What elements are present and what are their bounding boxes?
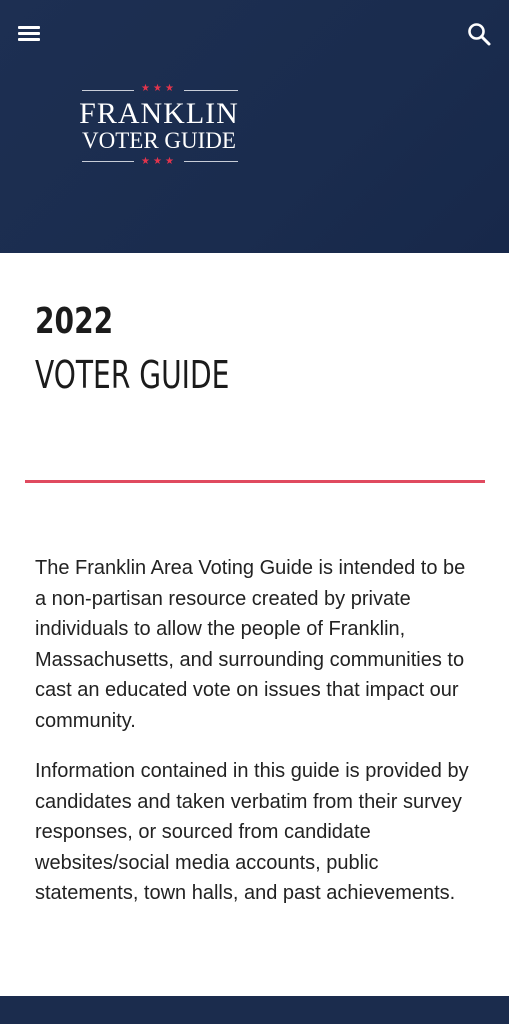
info-paragraph: Information contained in this guide is provided by candidates and taken verbatim from their survey responses, or sourced from candidate websites/social media accounts, public statements, town halls, and past achievements.: [35, 760, 469, 905]
section-divider: [25, 480, 485, 483]
intro-paragraph: The Franklin Area Voting Guide is intended to be a non-partisan resource created by private individuals to allow the people of Franklin, Massachusetts, and surrounding communities to cast an educated vote on issues that impact our community.: [35, 557, 466, 732]
page-title-year: 2022: [35, 301, 114, 342]
logo-rule: [82, 90, 134, 91]
franklin-voter-guide-logo[interactable]: [76, 84, 242, 168]
logo-line-franklin: FRANKLIN: [79, 97, 239, 130]
logo-rule: [184, 90, 238, 91]
footer-band: [0, 996, 509, 1024]
hamburger-menu-icon[interactable]: [16, 22, 44, 44]
search-icon[interactable]: [464, 19, 494, 49]
page-title: VOTER GUIDE: [35, 353, 230, 397]
logo-line-voter-guide: VOTER GUIDE: [82, 128, 236, 153]
logo-stars-top: ★★★: [141, 83, 177, 94]
logo-stars-bottom: ★★★: [141, 156, 177, 167]
site-header: [0, 0, 509, 253]
